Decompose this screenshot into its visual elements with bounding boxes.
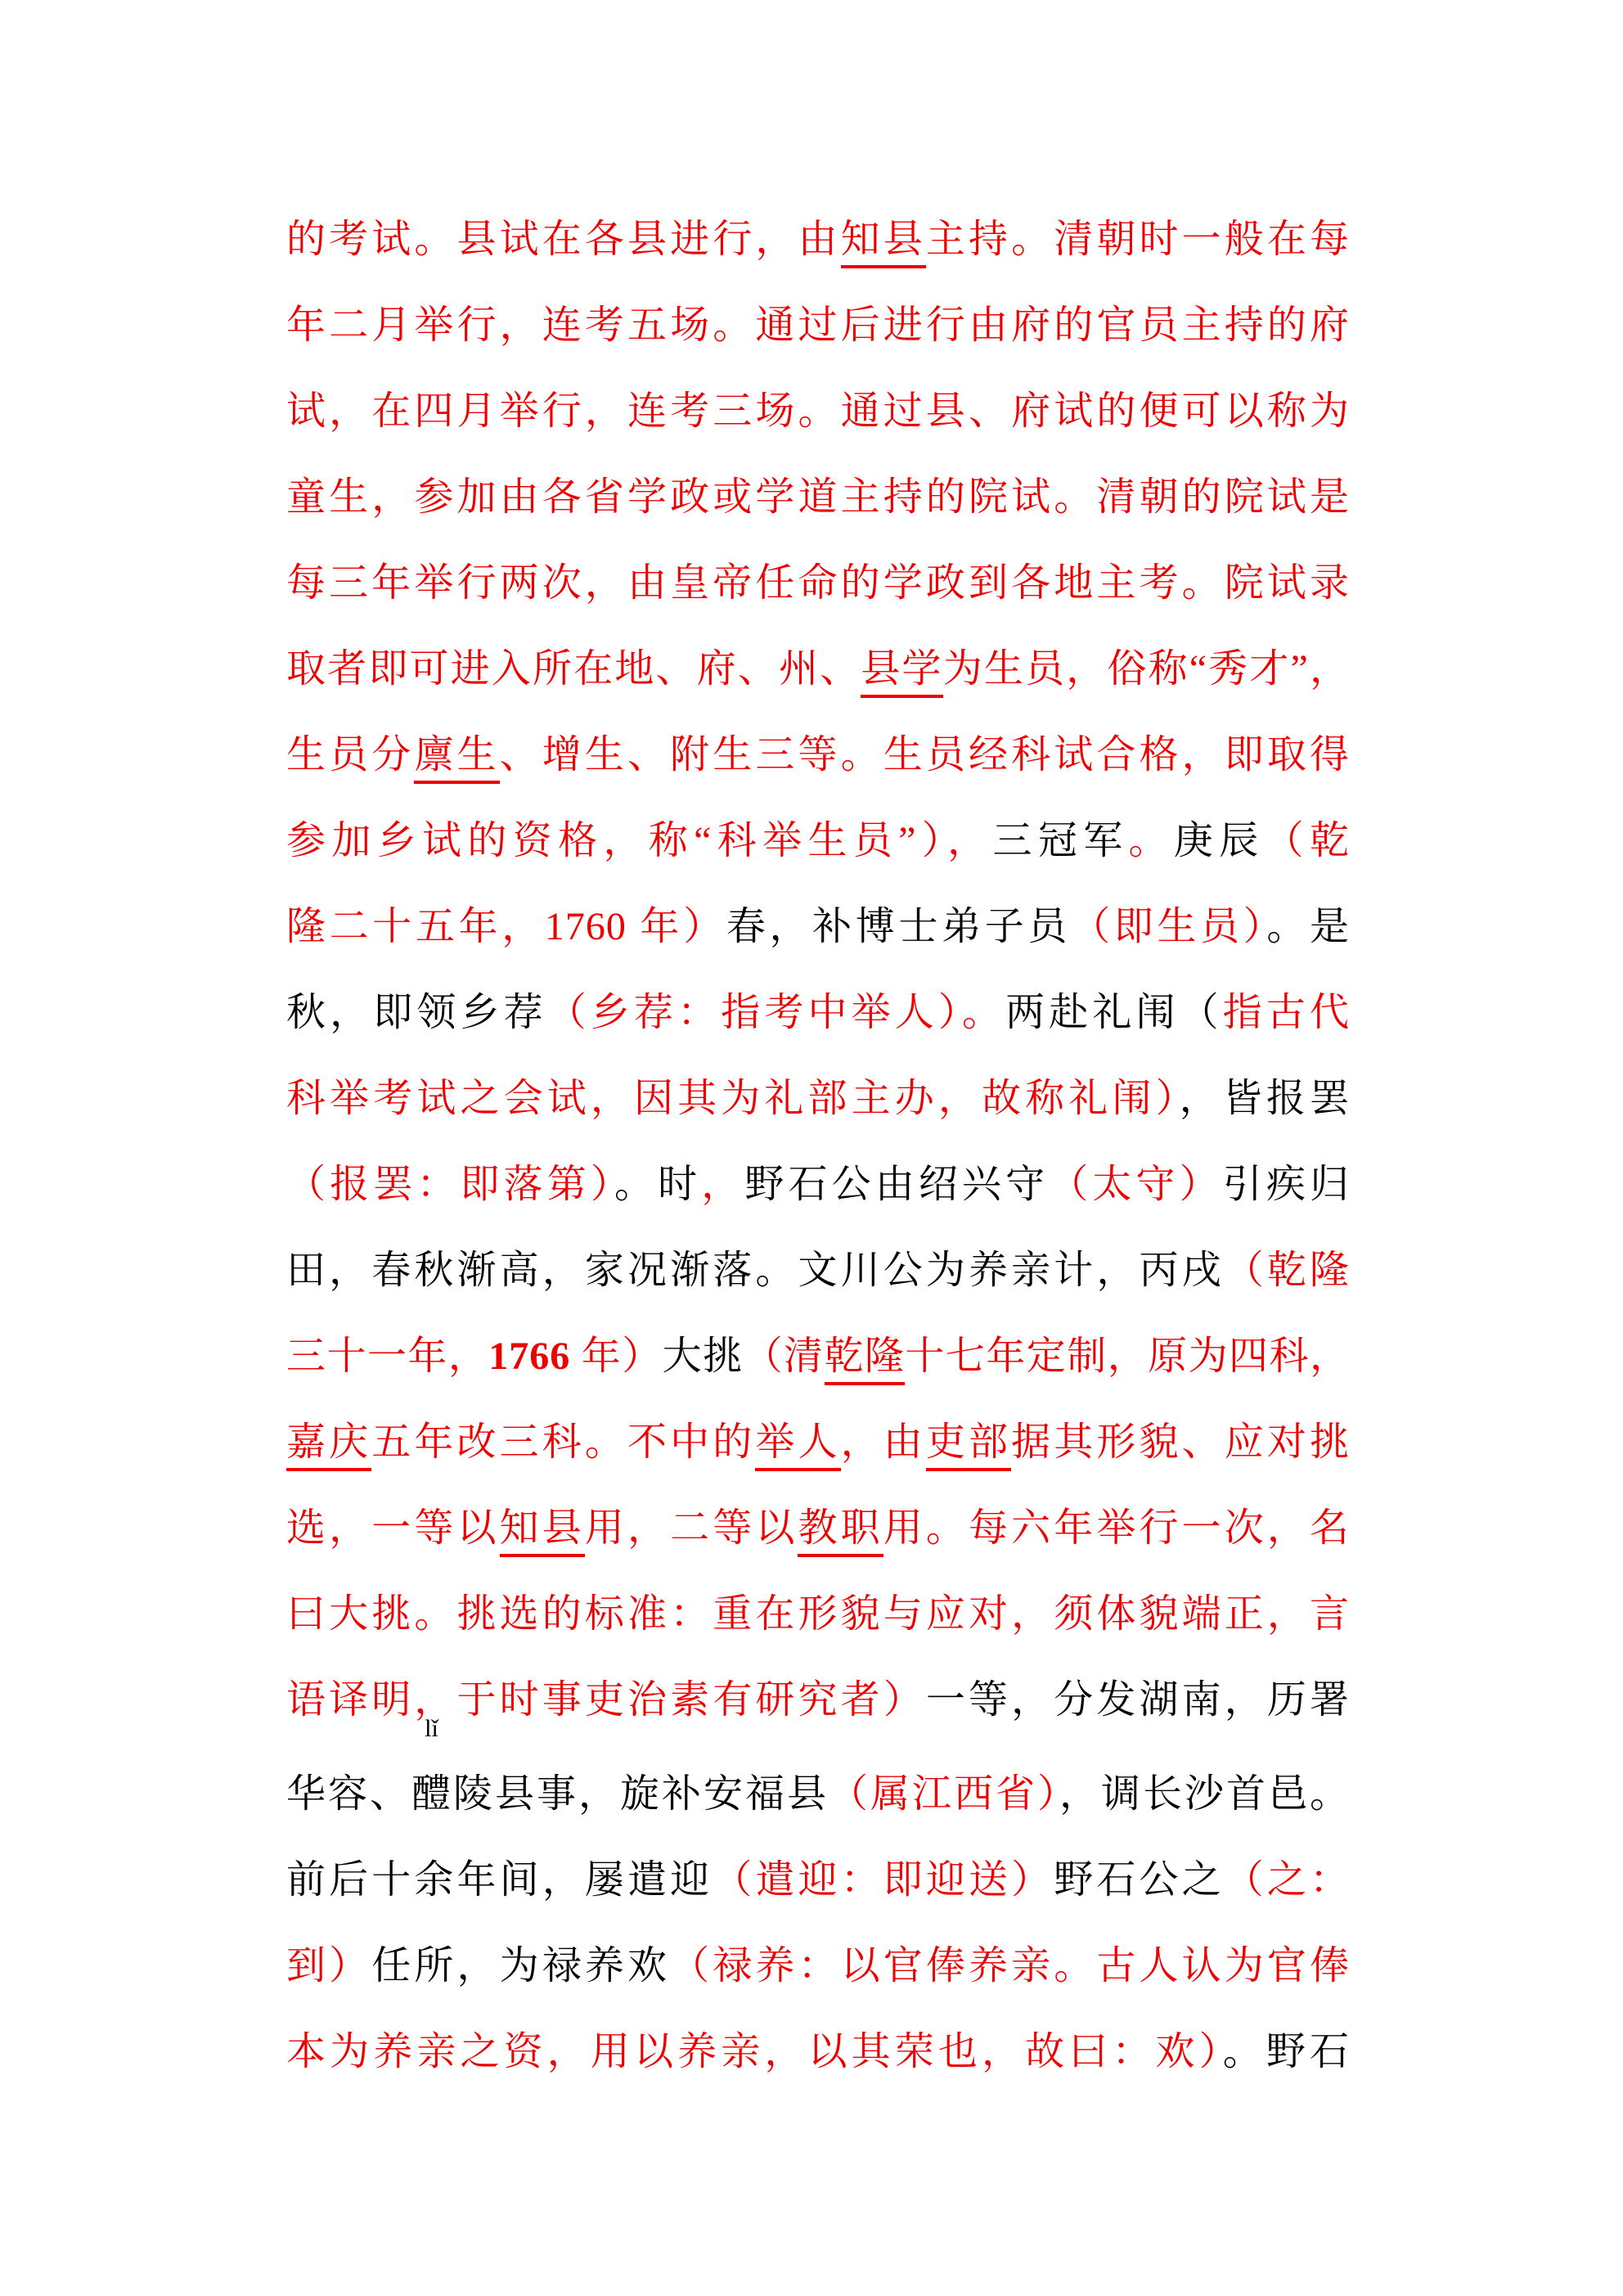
text-segment: 主持。清朝时一般在每 (925, 218, 1350, 261)
text-segment: 县学 (861, 647, 942, 698)
text-segment: 到） (286, 1944, 372, 1988)
text-line (286, 1313, 1350, 1399)
text-segment: 隆二十五年，1760 年） (286, 905, 726, 948)
text-segment: （清 (743, 1335, 825, 1378)
text-segment: （即生员） (1071, 905, 1267, 948)
text-segment: 野石公之 (1054, 1858, 1225, 1902)
text-segment: 廪生 (414, 733, 499, 784)
text-segment: 五年改三科。不中的 (371, 1420, 756, 1464)
text-segment: 。野石 (1222, 2030, 1350, 2073)
text-segment: ，调长沙首邑。 (1059, 1772, 1350, 1816)
text-segment: ，皆报罢 (1179, 1077, 1350, 1120)
text-line (286, 1227, 1350, 1313)
text-segment: 引疾归 (1222, 1163, 1350, 1206)
text-segment: 春，补博士弟子员 (726, 905, 1072, 948)
text-segment: 的考试。县试在各县进行，由 (286, 218, 841, 261)
text-segment: 参加乡试的资格，称“科举生员”）， (286, 819, 993, 862)
text-segment: 知县 (841, 218, 926, 268)
text-line (286, 1399, 1350, 1485)
text-segment: 教职 (798, 1506, 883, 1557)
text-line (286, 368, 1350, 454)
text-segment: （太守） (1049, 1163, 1223, 1206)
text-segment: 十七年定制，原为四科， (905, 1335, 1350, 1378)
text-segment: 前后十余年间，屡遣迎 (286, 1858, 713, 1902)
text-segment: （禄养：以官俸养亲。古人认为官俸 (670, 1944, 1350, 1988)
text-segment: 用，二等以 (584, 1506, 798, 1550)
text-segment: 举人 (755, 1420, 840, 1471)
text-line (286, 970, 1350, 1056)
text-segment: 童生，参加由各省学政或学道主持的院试。清朝的院试是 (286, 475, 1350, 519)
text-segment: 任所，为禄养欢 (371, 1944, 671, 1988)
text-segment: 一等，分发湖南，历署 (925, 1678, 1350, 1722)
text-segment: 选，一等以 (286, 1506, 500, 1550)
text-segment: 。是 (1266, 905, 1350, 948)
text-segment: （遣迎：即迎送） (713, 1858, 1054, 1902)
text-line (286, 1141, 1350, 1227)
ruby-character (411, 1715, 452, 1837)
text-line (286, 1657, 1350, 1743)
text-line (286, 1571, 1350, 1657)
text-segment: 醴 (411, 1772, 452, 1816)
text-line (286, 540, 1350, 626)
text-segment: 年二月举行，连考五场。通过后进行由府的官员主持的府 (286, 304, 1350, 347)
text-segment: 庚辰 (1173, 819, 1265, 862)
text-segment: 年） (570, 1335, 663, 1378)
text-segment: 、增生、附生三等。生员经科试合格，即取得 (499, 733, 1350, 777)
text-line (286, 1923, 1350, 2009)
text-segment: 每三年举行两次，由皇帝任命的学政到各地主考。院试录 (286, 561, 1350, 605)
text-line (286, 282, 1350, 368)
text-line (286, 1715, 1350, 1837)
text-segment: ， (701, 1163, 745, 1206)
text-line (286, 2009, 1350, 2095)
text-segment: ，由 (840, 1420, 926, 1464)
text-line (286, 454, 1350, 540)
text-segment: 据其形貌、应对挑 (1011, 1420, 1350, 1464)
text-line (286, 626, 1350, 712)
text-segment: （属江西省） (829, 1772, 1059, 1816)
text-segment: （乾 (1264, 819, 1350, 862)
text-segment: （乾隆 (1224, 1249, 1350, 1292)
text-segment: 知县 (500, 1506, 585, 1557)
text-line (286, 1837, 1350, 1923)
text-segment: （之： (1224, 1858, 1350, 1902)
text-block (286, 196, 1350, 2095)
pinyin-annotation: lǐ (425, 1715, 438, 1742)
text-segment: 三冠军 (992, 819, 1129, 862)
text-segment: 。时 (614, 1163, 702, 1206)
text-segment: 三十一年， (286, 1335, 489, 1378)
text-segment: （报罢：即落第） (286, 1163, 614, 1206)
text-segment: 两赴礼闱（ (1005, 991, 1223, 1034)
text-segment: 陵县事，旋补安福县 (452, 1772, 829, 1816)
text-segment: 田，春秋渐高，家况渐落。文川公为养亲计，丙戌 (286, 1249, 1225, 1292)
text-segment: 取者即可进入所在地、府、州、 (286, 647, 861, 691)
text-segment: 吏部 (926, 1420, 1011, 1471)
text-segment: 曰大挑。挑选的标准：重在形貌与应对，须体貌端正，言 (286, 1592, 1350, 1636)
text-line (286, 1056, 1350, 1141)
text-segment: 华容、 (286, 1772, 411, 1816)
text-segment: 指古代 (1222, 991, 1350, 1034)
text-segment: 本为养亲之资，用以养亲，以其荣也，故曰：欢） (286, 2030, 1223, 2073)
text-segment: 秋，即领乡荐 (286, 991, 547, 1034)
text-segment: 语译明，于时事吏治素有研究者） (286, 1678, 926, 1722)
text-segment: 大挑 (662, 1335, 744, 1378)
text-segment: 为生员，俗称“秀才”， (942, 647, 1350, 691)
text-line (286, 884, 1350, 970)
text-line (286, 712, 1350, 798)
text-line (286, 196, 1350, 282)
text-segment: 科举考试之会试，因其为礼部主办，故称礼闱） (286, 1077, 1180, 1120)
text-line (286, 798, 1350, 884)
text-segment: 嘉庆 (286, 1420, 371, 1471)
text-segment: 乾隆 (825, 1335, 906, 1385)
text-segment: （乡荐：指考中举人）。 (546, 991, 1006, 1034)
text-segment: 生员分 (286, 733, 415, 777)
text-segment: 用。每六年举行一次，名 (883, 1506, 1350, 1550)
text-segment: 。 (1128, 819, 1174, 862)
text-line (286, 1485, 1350, 1571)
text-segment: 野石公由绍兴守 (744, 1163, 1050, 1206)
text-segment: 1766 (488, 1335, 571, 1378)
text-segment: 试，在四月举行，连考三场。通过县、府试的便可以称为 (286, 389, 1350, 433)
